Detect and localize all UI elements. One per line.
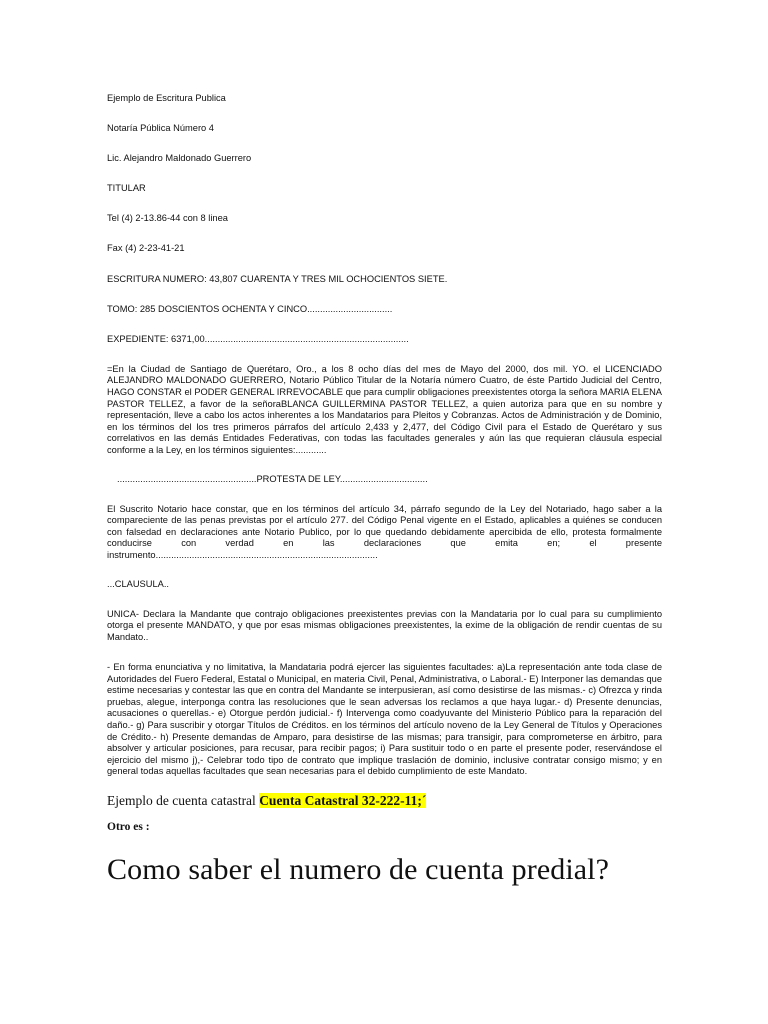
paragraph-protesta: El Suscrito Notario hace constar, que en los términos del artículo 34, párrafo segundo de la Ley del Notariado, hago saber a la compareciente de las penas previstas por el artículo 277. del Código Penal vigente en el Estado, aplicables a quiénes se conducen con falsedad en declaraciones ante Notario Publico, por lo que quedando debidamente apercibida de ello, protesta formalmente conducirse con verdad en las declaraciones que emita en; el presente instrumento...................................................................................... (107, 503, 662, 561)
document-title: Ejemplo de Escritura Publica (107, 93, 226, 103)
question-heading: Como saber el numero de cuenta predial? (107, 852, 610, 886)
cuenta-catastral-value: Cuenta Catastral 32-222-11;´ (259, 792, 427, 808)
notary-name: Lic. Alejandro Maldonado Guerrero (107, 153, 252, 164)
telephone: Tel (4) 2-13.86-44 con 8 linea (107, 213, 228, 224)
cuenta-catastral-line (107, 793, 662, 809)
clausula-heading: ...CLAUSULA.. (107, 578, 170, 589)
escritura-numero: ESCRITURA NUMERO: 43,807 CUARENTA Y TRES MIL OCHOCIENTOS SIETE. (107, 273, 448, 284)
titular-label: TITULAR (107, 183, 146, 194)
paragraph-intro: =En la Ciudad de Santiago de Querétaro, Oro., a los 8 ocho días del mes de Mayo del 2000, dos mil. YO. el LICENCIADO ALEJANDRO MALDONADO GUERRERO, Notario Público Titular de la Notaría número Cuatro, de éste Partido Judicial del Centro, HAGO CONSTAR el PODER GENERAL IRREVOCABLE que para cumplir obligaciones preexistentes otorga la señora MARIA ELENA PASTOR TELLEZ, a favor de la señoraBLANCA GUILLERMINA PASTOR TELLEZ, a quien autoriza para que en su nombre y representación, lleve a cabo los actos inherentes a los Mandatarios para Pleitos y Cobranzas. Actos de Administración y de Dominio, en los términos del los tres primeros párrafos del artículo 2,433 y 2,477, del Código Civil para el Estado de Querétaro y sus correlativos en las demás Entidades Federativas, con todas las facultades generales y aún las que requieran cláusula especial conforme a la Ley, en los términos siguientes:............ (107, 363, 662, 455)
paragraph-unica: UNICA- Declara la Mandante que contrajo obligaciones preexistentes previas con la Mandataria por lo cual para su cumplimiento otorga el presente MANDATO, y que por esas mismas obligaciones preexistentes, la exime de la obligación de rendir cuentas de su Mandato.. (107, 608, 662, 642)
tomo: TOMO: 285 DOSCIENTOS OCHENTA Y CINCO................................. (107, 303, 393, 314)
fax: Fax (4) 2-23-41-21 (107, 243, 185, 254)
protesta-heading: ......................................................PROTESTA DE LEY.................................. (117, 473, 428, 484)
notaria-name: Notaría Pública Número 4 (107, 123, 214, 134)
paragraph-facultades: - En forma enunciativa y no limitativa, la Mandataria podrá ejercer las siguientes facultades: a)La representación ante toda clase de Autoridades del Fuero Federal, Estatal o Municipal, en materia Civil, Penal, Administrativa, o Laboral.- E) Interponer las demandas que estime necesarias y contestar las que en contra del Mandante se interpusieran, así como desistirse de las mismas.- c) Ofrezca y rinda pruebas, alegue, interponga contra las resoluciones que le sean adversas los reclamos a que haya lugar.- d) Presente denuncias, acusaciones o querellas.- e) Otorgue perdón judicial.- f) Intervenga como coadyuvante del Ministerio Público para la reparación del daño.- g) Para suscribir y otorgar Títulos de Créditos. en los términos del artículo noveno de la Ley General de Títulos y Operaciones de Crédito.- h) Presente demandas de Amparo, para desistirse de las mismas; para transigir, para comprometerse en árbitro, para absolver y articular posiciones, para recusar, para recibir pagos; i) Para sustituir todo o en parte el presente poder, reservándose el ejercicio del mismo j),- Celebrar todo tipo de contrato que implique traslación de dominio, inclusive contratar consigo mismo; y en general todas aquellas facultades que sean necesarias para el debido cumplimiento de este Mandato. (107, 662, 663, 777)
otro-es-label: Otro es : (107, 820, 150, 833)
expediente: EXPEDIENTE: 6371,00............................................................................... (107, 333, 409, 344)
cuenta-catastral-label: Ejemplo de cuenta catastral (107, 792, 256, 808)
document-body (107, 93, 662, 888)
